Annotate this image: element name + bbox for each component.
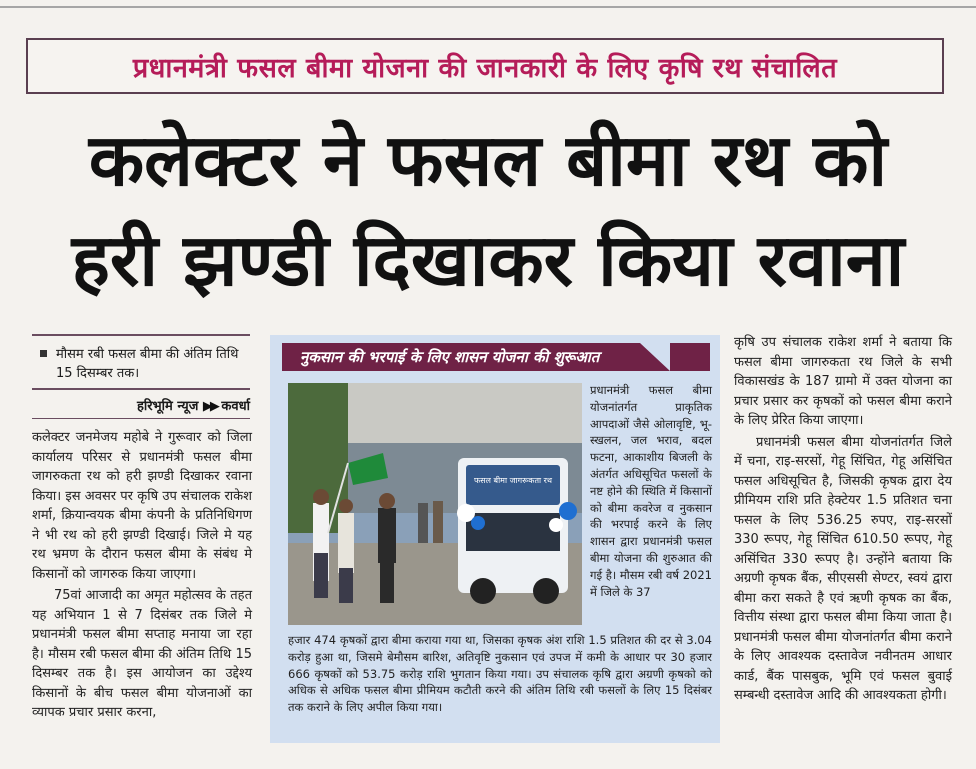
sidebar-rule-bottom <box>32 388 250 390</box>
info-box-side-text <box>590 382 712 600</box>
left-paragraph-2: 75वां आजादी का अमृत महोत्सव के तहत यह अभियान 1 से 7 दिसंबर तक जिले मे प्रधानमंत्री फसल बीमा सप्ताह मनाया जा रहा है। मौसम रबी फसल बीमा की अंतिम तिथि 15 दिसम्बर तक है। इस आयोजन का उद्देश्य किसानों के बीच फसल बीमा योजनाओं का व्यापक प्रचार प्रसार करना, <box>32 588 252 720</box>
headline-line-2: हरी झण्डी दिखाकर किया रवाना <box>71 218 905 302</box>
info-box-title: नुकसान की भरपाई के लिए शासन योजना की शुरूआत <box>300 348 600 366</box>
byline-source: हरिभूमि न्यूज <box>136 399 199 414</box>
left-paragraph-1: कलेक्टर जनमेजय महोबे ने गुरूवार को जिला कार्यालय परिसर से प्रधानमंत्री फसल बीमा जागरुकता रथ को हरी झण्डी दिखाकर रवाना किया। इस अवसर पर कृषि उप संचालक राकेश शर्मा, क्रियान्वयक बीमा कंपनी के प्रतिनिधिगण ने भी रथ को हरी झण्डी दिखाई। जिले मे यह रथ भ्रमण के दौरान फसल बीमा के संबंध मे किसानों को जागरुक किया जाएगा। <box>32 430 252 582</box>
info-box-bottom-text <box>288 632 712 716</box>
right-paragraph-1: कृषि उप संचालक राकेश शर्मा ने बताया कि फसल बीमा जागरुकता रथ जिले के सभी विकासखंड के 187 ग्रामो में उक्त योजना का प्रचार प्रसार कर कृषकों को फसल बीमा कराने के लिए प्रेरित किया जाएगा। <box>734 335 952 428</box>
sidebar-rule-top <box>32 334 250 336</box>
byline <box>40 396 250 414</box>
photo-vehicle-label: फसल बीमा जागरूकता रथ <box>473 476 553 485</box>
top-divider <box>0 6 976 8</box>
info-box-title-notch <box>640 343 670 371</box>
sidebar-note: मौसम रबी फसल बीमा की अंतिम तिथि 15 दिसम्बर तक। <box>56 347 239 381</box>
byline-arrow-icon: ▶▶ <box>202 399 217 414</box>
info-box-bottom-paragraph: हजार 474 कृषकों द्वारा बीमा कराया गया था, जिसका कृषक अंश राशि 1.5 प्रतिशत की दर से 3.04 करोड़ हुआ था, जिसमे बेमौसम बारिश, अतिवृष्टि नुकसान एवं उपज में कमी के आधार पर 30 हजार 666 कृषकों को 53.75 करोड़ राशि भुगतान किया गया। उप संचालक कृषि द्वारा अग्रणी कृषको को अधिक से अधिक फसल बीमा प्रीमियम कटौती करने की अंतिम तिथि रबी फसलों के लिए 15 दिसंबर तक कराने के लिए अपील किया गया। <box>288 633 712 715</box>
left-column <box>32 428 252 725</box>
kicker-frame <box>26 38 944 94</box>
right-column <box>734 333 952 708</box>
byline-place: कवर्धा <box>221 399 250 414</box>
news-photo-illustration <box>288 383 582 625</box>
right-paragraph-2: प्रधानमंत्री फसल बीमा योजनांतर्गत जिले में चना, राइ-सरसों, गेहू सिंचित, गेहू असिंचित फसल अधिसूचित है, जिसकी कृषक द्वारा देय प्रीमियम राशि प्रति हेक्टेयर 1.5 प्रतिशत चना फसल के लिए 536.25 रुपए, राइ-सरसों 330 रूपए, गेहू सिंचित 610.50 रूपए, गेहू असिंचित 330 रूपए है। उन्होंने बताया कि अग्रणी कृषक बैंक, सीएससी सेण्टर, स्वयं द्वारा बीमा करा सकते है एवं ऋणी कृषक का बैंक, वित्तीय संस्था द्वारा फसल बीमा किया जाता है। प्रधानमंत्री फसल बीमा योजनांतर्गत बीमा कराने के लिए आवश्यक दस्तावेज नवीनतम आधार कार्ड, बैंक पासबुक, भूमि एवं फसल बुवाई सम्बन्धी दस्तावेज आदि की आवश्यकता होगी। <box>734 434 952 703</box>
info-box-side-paragraph: प्रधानमंत्री फसल बीमा योजनांतर्गत प्राकृतिक आपदाओं जैसे ओलावृष्टि, भू-स्खलन, जल भराव, बदल फटना, आकाशीय बिजली के अंतर्गत अधिसूचित फसलों के नष्ट होने की स्थिति में किसानों को बीमा कवरेज व नुकसान की भरपाई करने के लिए शासन द्वारा प्रधानमंत्री फसल बीमा योजना की शुरुआत की गई है। मौसम रबी वर्ष 2021 में जिले के 37 <box>590 383 712 599</box>
headline <box>20 110 956 310</box>
headline-line-1: कलेक्टर ने फसल बीमा रथ को <box>88 118 888 202</box>
kicker: प्रधानमंत्री फसल बीमा योजना की जानकारी के लिए कृषि रथ संचालित <box>132 52 838 84</box>
news-photo <box>288 383 582 625</box>
bullet-square-icon <box>40 350 47 357</box>
byline-rule <box>32 418 250 419</box>
